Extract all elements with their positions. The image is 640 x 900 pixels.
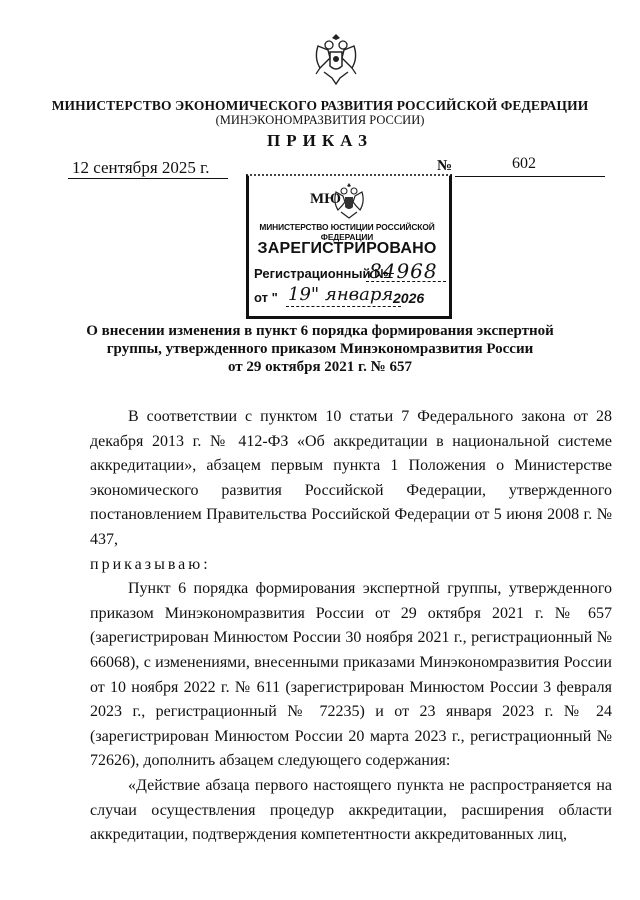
order-body xyxy=(90,405,612,848)
order-date: 12 сентября 2025 г. xyxy=(72,158,210,177)
stamp-reg-label: Регистрационный № xyxy=(254,266,389,281)
heading-line-1: О внесении изменения в пункт 6 порядка формирования экспертной xyxy=(86,323,554,339)
number-underline xyxy=(455,176,605,177)
date-underline xyxy=(68,178,228,179)
stamp-reg-underline xyxy=(366,281,446,282)
stamp-date-underline xyxy=(286,306,401,307)
ministry-short-name: (МИНЭКОНОМРАЗВИТИЯ РОССИИ) xyxy=(215,113,425,127)
coat-of-arms-emblem xyxy=(310,28,362,88)
order-title: ПРИКАЗ xyxy=(267,131,373,150)
stamp-registered: ЗАРЕГИСТРИРОВАНО xyxy=(257,240,437,257)
stamp-reg-number: 84968 xyxy=(369,259,438,283)
stamp-from-label: от " xyxy=(254,290,278,305)
ministry-name: МИНИСТЕРСТВО ЭКОНОМИЧЕСКОГО РАЗВИТИЯ РОССИЙСКОЙ ФЕДЕРАЦИИ xyxy=(51,98,589,113)
body-order-word: приказываю: xyxy=(90,555,211,573)
order-number: 602 xyxy=(512,155,536,172)
heading-line-2: группы, утвержденного приказом Минэкономразвития России xyxy=(106,341,534,357)
stamp-ministry-justice: МИНИСТЕРСТВО ЮСТИЦИИ РОССИЙСКОЙ ФЕДЕРАЦИИ xyxy=(259,222,435,242)
stamp-emblem-icon xyxy=(330,180,368,222)
heading-line-3: от 29 октября 2021 г. № 657 xyxy=(228,359,412,375)
stamp-date-handwritten: 19" января xyxy=(288,284,394,305)
body-paragraph-1: В соответствии с пунктом 10 статьи 7 Федерального закона от 28 декабря 2013 г. № 412-ФЗ «Об аккредитации в национальной системе аккредитации», абзацем первым пункта 1 Положения о Министерстве экономического развития Российской Федерации, утвержденного постановлением Правительства Российской Федерации от 5 июня 2008 г. № 437, xyxy=(90,408,612,548)
stamp-mj-mark: МЮ xyxy=(310,191,342,207)
body-paragraph-2: Пункт 6 порядка формирования экспертной группы, утвержденного приказом Минэкономразвития России от 29 октября 2021 г. № 657 (зарегистрирован Минюстом России 30 ноября 2021 г., регистрационный № 66068), с изменениями, внесенными приказами Минэкономразвития России от 10 ноября 2022 г. № 611 (зарегистрирован Минюстом России 3 февраля 2023 г., регистрационный № 72235) и от 23 января 2023 г. № 24 (зарегистрирован Минюстом России 20 марта 2023 г., регистрационный № 72626), дополнить абзацем следующего содержания: xyxy=(90,580,612,770)
order-heading xyxy=(0,322,640,376)
body-paragraph-3: «Действие абзаца первого настоящего пункта не распространяется на случаи осуществления процедур аккредитации, расширения области аккредитации, подтверждения компетентности аккредитованных лиц, xyxy=(90,776,612,844)
number-sign: № xyxy=(437,158,453,174)
stamp-year: 2026 xyxy=(393,290,425,306)
